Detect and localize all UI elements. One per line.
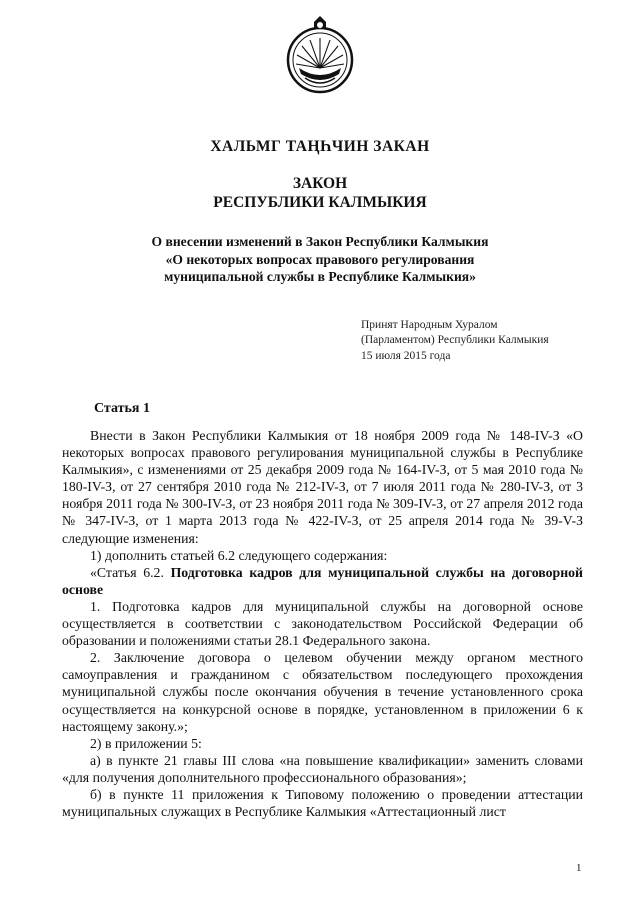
subject-line: муниципальной службы в Республике Калмыкия» [164,269,476,284]
law-title-kalmyk: ХАЛЬМГ ТАҢҺЧИН ЗАКАН [210,138,430,155]
new-article-prefix: «Статья 6.2. [90,564,164,580]
paragraph-new-article [62,564,583,598]
paragraph-item-1: 1) дополнить статьей 6.2 следующего содержания: [90,547,388,563]
subject-line: О внесении изменений в Закон Республики Калмыкия [151,234,489,249]
page-number: 1 [576,862,582,874]
adoption-note [361,318,621,364]
article-body [62,427,583,820]
subject-line: «О некоторых вопросах правового регулирования [165,251,475,267]
adoption-date: 15 июля 2015 года [361,349,451,362]
coat-of-arms-emblem [285,16,355,94]
adoption-line: (Парламентом) Республики Калмыкия [361,334,549,347]
article-heading: Статья 1 [94,401,150,416]
law-title-block [0,174,640,212]
new-article-title: Подготовка кадров для муниципальной службы на договорной основе [62,564,583,597]
law-title-word: ЗАКОН [292,175,348,192]
law-subject [0,233,640,286]
paragraph-item-2b: б) в пункте 11 приложения к Типовому положению о проведении аттестации муниципальных служащих в Республике Калмыкия «Аттестационный лист [62,786,583,820]
paragraph-item-2: 2) в приложении 5: [90,735,202,751]
law-title-republic: РЕСПУБЛИКИ КАЛМЫКИЯ [213,194,427,211]
paragraph-intro: Внести в Закон Республики Калмыкия от 18 ноября 2009 года № 148-IV-З «О некоторых вопросах правового регулирования муниципальной службы в Республике Калмыкия», с изменениями от 25 декабря 2009 года № 164-IV-З, от 5 мая 2010 года № 180-IV-З, от 27 сентября 2010 года № 212-IV-З, от 7 июля 2011 года № 280-IV-З, от 3 ноября 2011 года № 300-IV-З, от 23 ноября 2011 года № 309-IV-З, от 27 апреля 2012 года № 347-IV-З, от 1 марта 2013 года № 422-IV-З, от 25 апреля 2014 года № 39-V-З следующие изменения: [62,428,583,546]
adoption-line: Принят Народным Хуралом [361,319,498,331]
paragraph-clause-1: 1. Подготовка кадров для муниципальной службы на договорной основе осуществляется в соответствии с законодательством Российской Федерации об образовании и положениями статьи 28.1 Федерального закона. [62,598,583,649]
paragraph-clause-2: 2. Заключение договора о целевом обучении между органом местного самоуправления и гражданином с обязательством последующего прохождения муниципальной службы после окончания обучения в течение установленного срока осуществляется на конкурсной основе в порядке, установленном в приложении 6 к настоящему закону.»; [62,650,583,734]
paragraph-item-2a: а) в пункте 21 главы III слова «на повышение квалификации» заменить словами «для получения дополнительного профессионального образования»; [62,752,583,785]
